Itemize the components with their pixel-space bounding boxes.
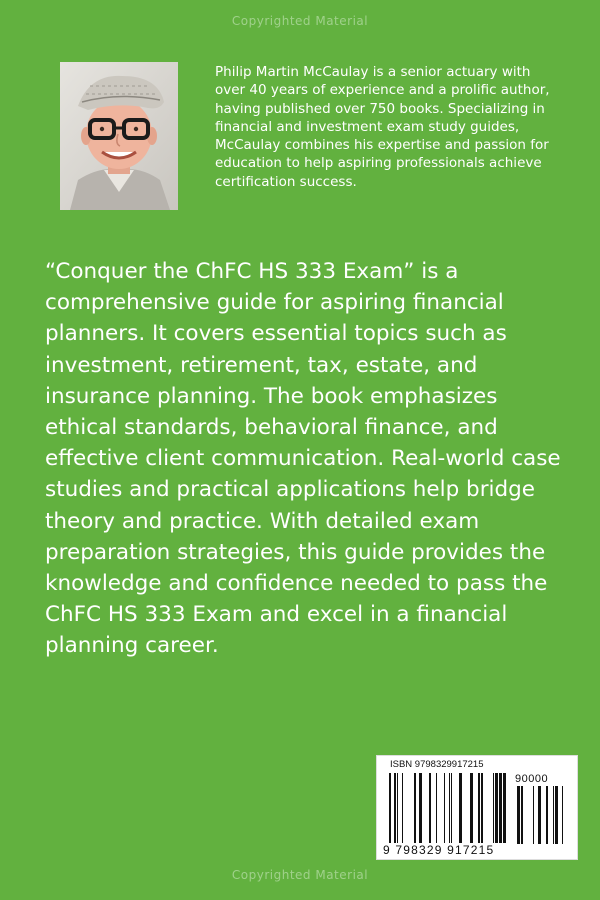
- barcode-bar: [521, 786, 523, 844]
- barcode-bar: [459, 773, 462, 843]
- barcode-bar: [470, 773, 473, 843]
- barcode-bars: [389, 773, 511, 843]
- barcode-bar: [419, 773, 422, 843]
- barcode-bar: [478, 773, 480, 843]
- barcode-bar: [493, 773, 494, 843]
- barcode-bar: [495, 773, 498, 843]
- barcode-bar: [397, 773, 398, 843]
- barcode-bar: [394, 773, 396, 843]
- barcode-bar: [553, 786, 554, 844]
- barcode-bar: [444, 773, 445, 843]
- barcode-bar: [538, 786, 541, 844]
- barcode-bar: [562, 786, 563, 844]
- author-bio: Philip Martin McCaulay is a senior actuary with over 40 years of experience and a prolific author, having published over 750 books. Specializing in financial and investment exam study guides, McCaulay combines his expertise and passion for education to help aspiring professionals achieve certification success.: [215, 64, 550, 190]
- barcode-bar: [436, 773, 437, 843]
- barcode-bar: [517, 786, 520, 844]
- barcode-bar: [533, 786, 534, 844]
- author-photo: [60, 62, 178, 210]
- isbn-digits: 9 798329 917215: [383, 843, 495, 857]
- barcode-bar: [555, 786, 558, 844]
- isbn-label: ISBN 9798329917215: [390, 759, 484, 770]
- barcode-addon-bars: [517, 786, 567, 844]
- barcode-bar: [414, 773, 416, 843]
- barcode-bar: [499, 773, 502, 843]
- barcode-bar: [402, 773, 403, 843]
- watermark-bottom: Copyrighted Material: [231, 868, 369, 882]
- barcode-bar: [481, 773, 483, 843]
- barcode-bar: [503, 773, 506, 843]
- barcode-bar: [546, 786, 548, 844]
- book-description: “Conquer the ChFC HS 333 Exam” is a comprehensive guide for aspiring financial planners. It covers essential topics such as investment, retirement, tax, estate, and insurance planning. The book emphasizes ethical standards, behavioral finance, and effective client communication. Real-world case studies and practical applications help bridge theory and practice. With detailed exam preparation strategies, this guide provides the knowledge and confidence needed to pass the ChFC HS 333 Exam and excel in a financial planning career.: [45, 259, 561, 659]
- watermark-top: Copyrighted Material: [231, 14, 369, 28]
- barcode-bar: [449, 773, 450, 843]
- isbn-barcode: [376, 755, 578, 860]
- barcode-bar: [389, 773, 391, 843]
- barcode-bar: [451, 773, 452, 843]
- barcode-bar: [429, 773, 431, 843]
- price-code: 90000: [515, 773, 549, 785]
